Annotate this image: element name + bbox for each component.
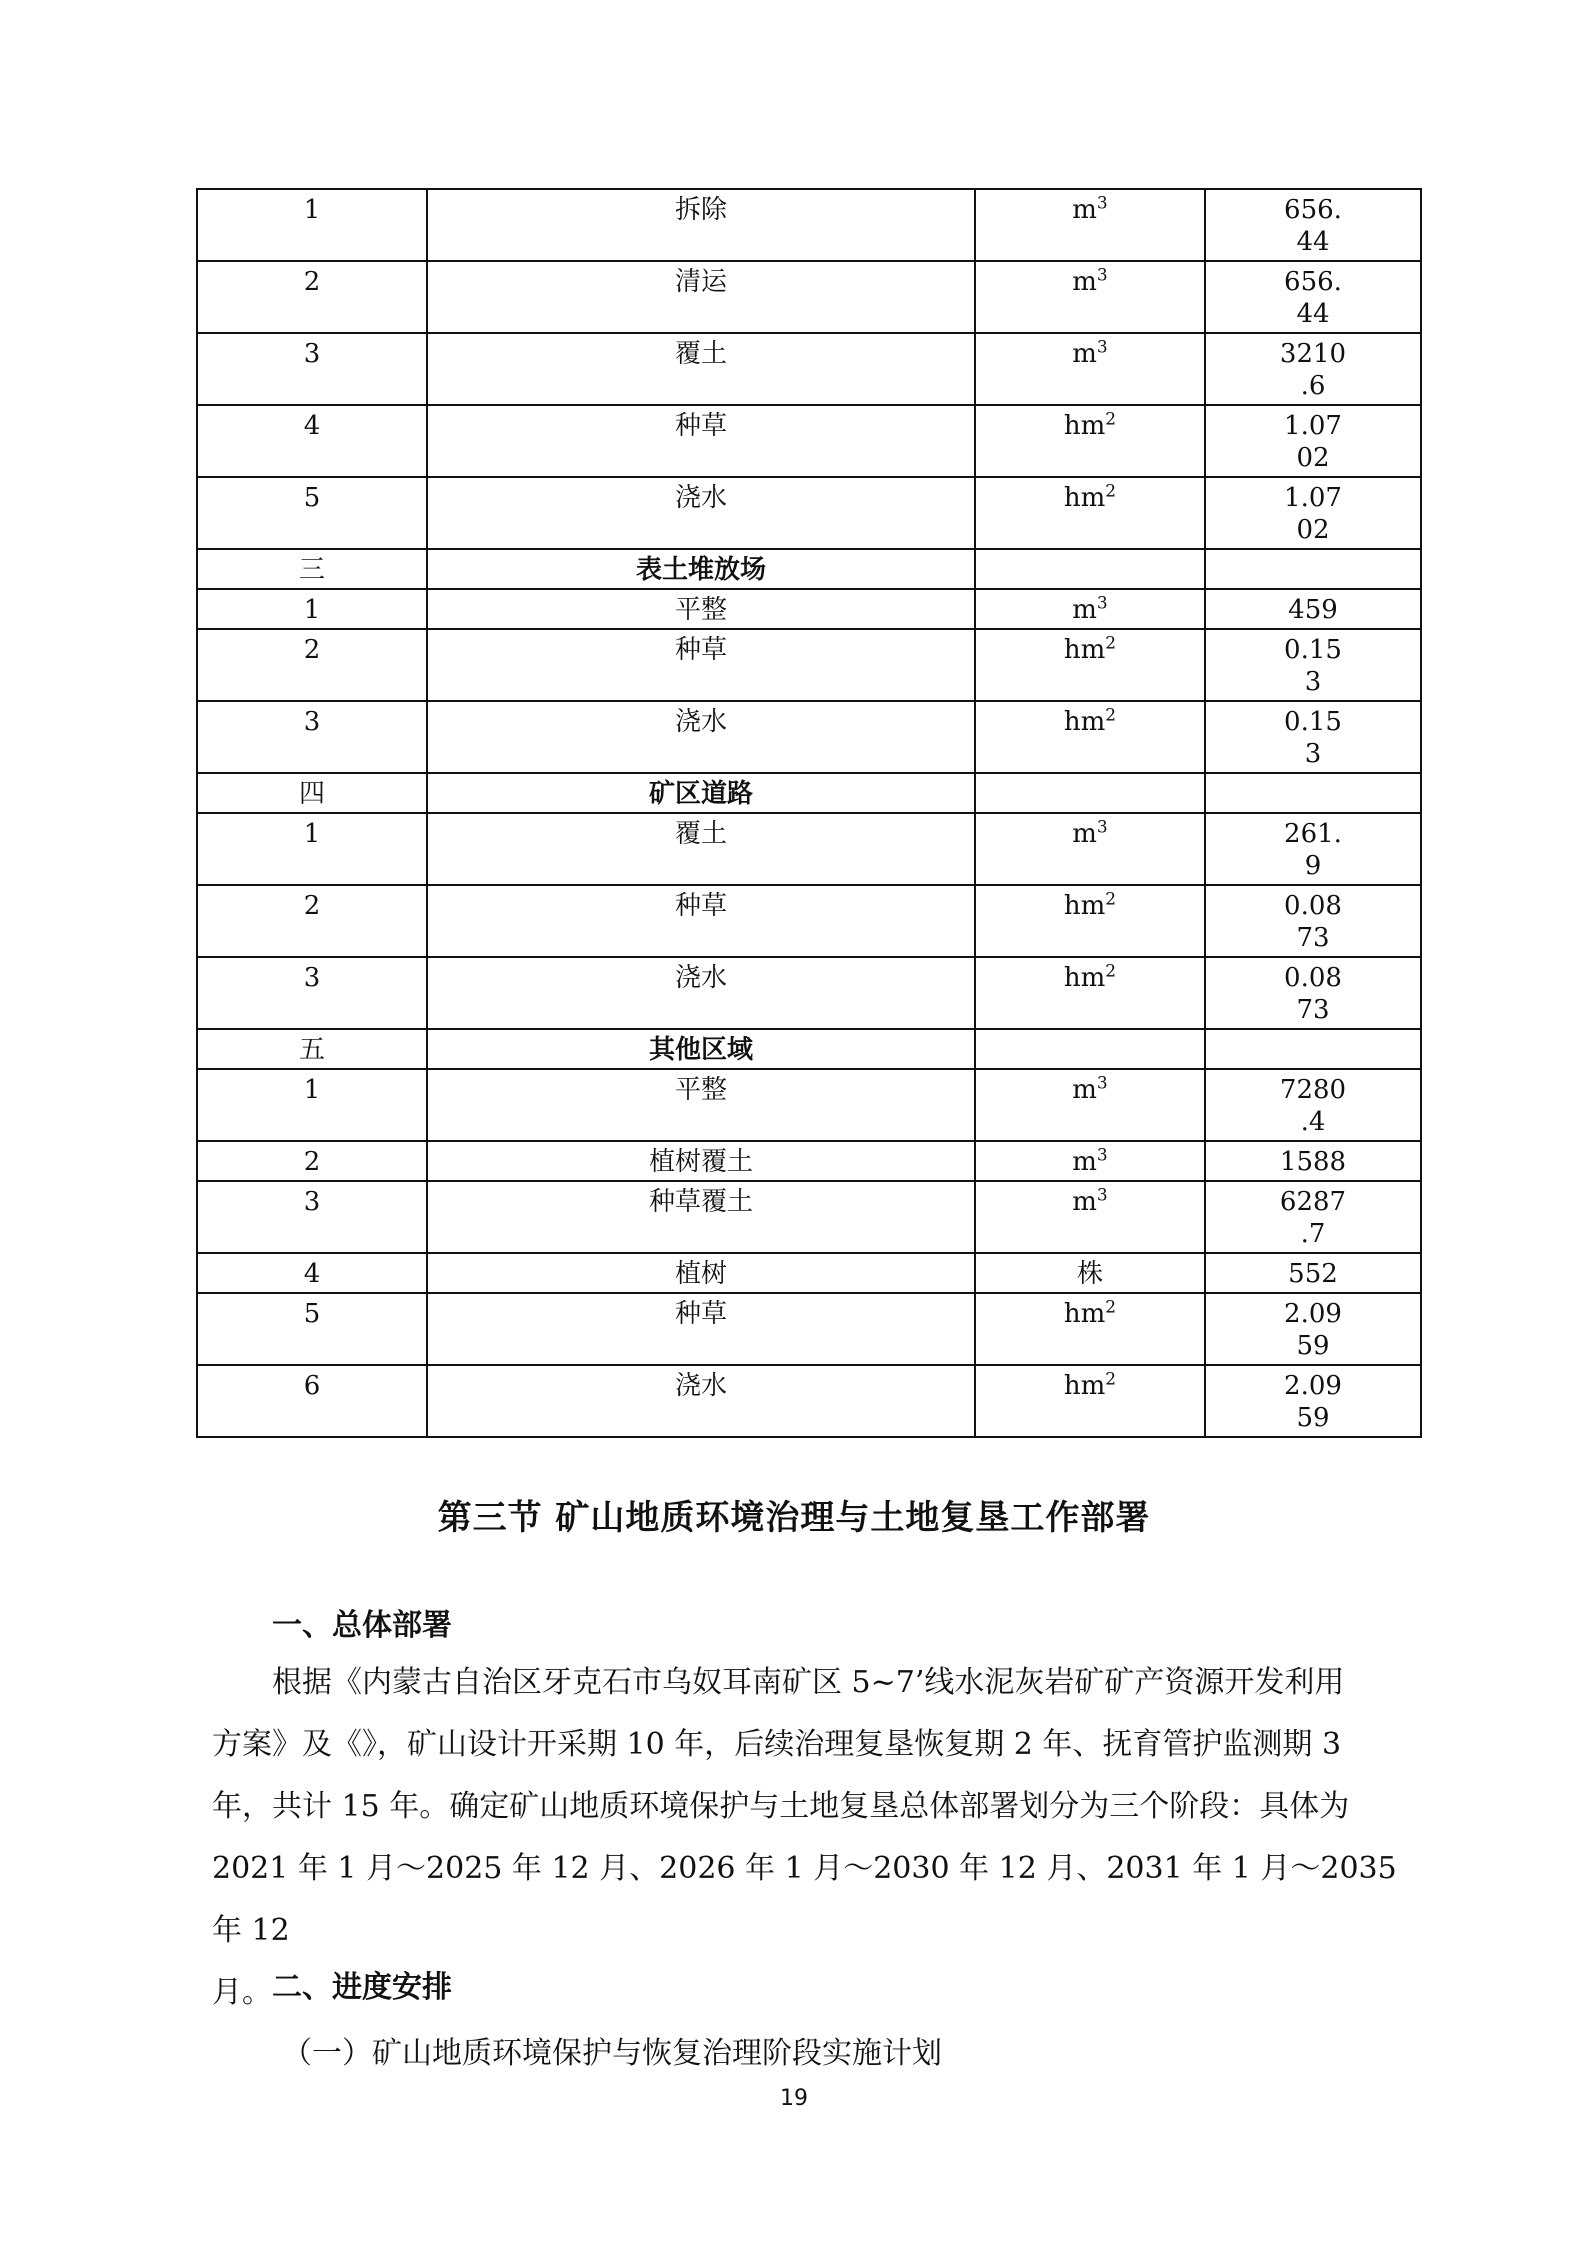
- table-row: [197, 1141, 1421, 1181]
- cell-item-name: 种草: [427, 1293, 975, 1365]
- table-row: [197, 1069, 1421, 1141]
- cell-unit: [975, 813, 1205, 885]
- amount-line: 3: [1304, 739, 1322, 769]
- table-row: [197, 477, 1421, 549]
- cell-unit: [975, 189, 1205, 261]
- cell-item-name: 浇水: [427, 477, 975, 549]
- cell-unit: [975, 701, 1205, 773]
- amount-line: .7: [1300, 1219, 1326, 1249]
- cell-amount: [1205, 1141, 1421, 1181]
- cell-number: 1: [197, 1069, 427, 1141]
- unit-exponent: 3: [1096, 1073, 1108, 1094]
- cell-number: 1: [197, 813, 427, 885]
- cell-number: 五: [197, 1029, 427, 1069]
- amount-line: 0.08: [1284, 891, 1342, 921]
- cell-number: 1: [197, 189, 427, 261]
- cell-number: 2: [197, 1141, 427, 1181]
- unit-base: hm: [1063, 483, 1106, 513]
- unit-base: hm: [1063, 411, 1106, 441]
- cell-item-name: 种草: [427, 885, 975, 957]
- amount-line: 59: [1296, 1403, 1330, 1433]
- table-row: [197, 701, 1421, 773]
- cell-unit: [975, 589, 1205, 629]
- amount-line: .6: [1300, 371, 1326, 401]
- unit-exponent: 2: [1105, 481, 1117, 502]
- cell-unit: [975, 1181, 1205, 1253]
- amount-line: 459: [1288, 595, 1338, 625]
- unit-base: m: [1072, 819, 1097, 849]
- cell-unit: [975, 773, 1205, 813]
- cell-amount: [1205, 629, 1421, 701]
- amount-line: 0.15: [1284, 635, 1342, 665]
- cell-amount: [1205, 589, 1421, 629]
- cell-amount: [1205, 701, 1421, 773]
- quantities-table-wrapper: [196, 188, 1420, 1438]
- amount-line: 7280: [1279, 1075, 1347, 1105]
- cell-item-name: 清运: [427, 261, 975, 333]
- cell-item-name: 浇水: [427, 1365, 975, 1437]
- amount-line: 1.07: [1284, 411, 1342, 441]
- cell-unit: [975, 1069, 1205, 1141]
- table-row: [197, 1181, 1421, 1253]
- cell-number: 1: [197, 589, 427, 629]
- cell-unit: [975, 1293, 1205, 1365]
- cell-number: 3: [197, 701, 427, 773]
- cell-amount: [1205, 1181, 1421, 1253]
- cell-amount: [1205, 885, 1421, 957]
- cell-amount: [1205, 813, 1421, 885]
- table-row: [197, 1365, 1421, 1437]
- amount-line: 44: [1296, 299, 1330, 329]
- cell-number: 6: [197, 1365, 427, 1437]
- cell-unit: [975, 885, 1205, 957]
- amount-line: 552: [1288, 1259, 1338, 1289]
- unit-exponent: 2: [1105, 889, 1117, 910]
- cell-unit: [975, 1141, 1205, 1181]
- cell-number: 2: [197, 885, 427, 957]
- amount-line: 44: [1296, 227, 1330, 257]
- amount-line: 261.: [1284, 819, 1342, 849]
- table-row: [197, 261, 1421, 333]
- unit-exponent: 3: [1096, 193, 1108, 214]
- cell-unit: [975, 405, 1205, 477]
- table-section-row: [197, 773, 1421, 813]
- cell-item-name: 平整: [427, 589, 975, 629]
- section-title: 第三节 矿山地质环境治理与土地复垦工作部署: [437, 1498, 1151, 1538]
- quantities-table: [196, 188, 1422, 1438]
- cell-unit: [975, 1365, 1205, 1437]
- unit-exponent: 3: [1096, 1145, 1108, 1166]
- paragraph-line: 月。: [212, 1975, 272, 2010]
- cell-amount: [1205, 1069, 1421, 1141]
- cell-item-name: 平整: [427, 1069, 975, 1141]
- subheading-implementation-plan: （一）矿山地质环境保护与恢复治理阶段实施计划: [282, 2036, 942, 2071]
- cell-amount: [1205, 1029, 1421, 1069]
- cell-item-name: 拆除: [427, 189, 975, 261]
- unit-base: m: [1072, 339, 1097, 369]
- unit-exponent: 3: [1096, 265, 1108, 286]
- table-body: [197, 189, 1421, 1437]
- amount-line: 2.09: [1284, 1371, 1342, 1401]
- heading-overall-deployment: 一、总体部署: [272, 1608, 452, 1643]
- heading-schedule: 二、进度安排: [272, 1970, 452, 2005]
- unit-base: hm: [1063, 1299, 1106, 1329]
- cell-number: 三: [197, 549, 427, 589]
- cell-unit: [975, 261, 1205, 333]
- cell-amount: [1205, 957, 1421, 1029]
- cell-amount: [1205, 405, 1421, 477]
- unit-exponent: 2: [1105, 1369, 1117, 1390]
- cell-number: 4: [197, 405, 427, 477]
- cell-section-name: 表土堆放场: [427, 549, 975, 589]
- paragraph-line: 方案》及《》，矿山设计开采期 10 年，后续治理复垦恢复期 2 年、抚育管护监测期 3: [212, 1727, 1342, 1762]
- unit-exponent: 2: [1105, 1297, 1117, 1318]
- cell-section-name: 矿区道路: [427, 773, 975, 813]
- cell-number: 四: [197, 773, 427, 813]
- cell-item-name: 种草: [427, 405, 975, 477]
- table-row: [197, 1253, 1421, 1293]
- unit-base: hm: [1063, 707, 1106, 737]
- paragraph-line: 年，共计 15 年。确定矿山地质环境保护与土地复垦总体部署划分为三个阶段：具体为: [212, 1789, 1350, 1824]
- unit-exponent: 3: [1096, 1185, 1108, 1206]
- unit-base: m: [1072, 595, 1097, 625]
- cell-unit: [975, 1029, 1205, 1069]
- amount-line: 1588: [1279, 1147, 1347, 1177]
- unit-base: hm: [1063, 963, 1106, 993]
- table-section-row: [197, 549, 1421, 589]
- unit-base: hm: [1063, 1371, 1106, 1401]
- cell-item-name: 覆土: [427, 813, 975, 885]
- page-number: 19: [780, 2086, 808, 2111]
- unit-base: m: [1072, 267, 1097, 297]
- table-row: [197, 813, 1421, 885]
- amount-line: 2.09: [1284, 1299, 1342, 1329]
- cell-amount: [1205, 773, 1421, 813]
- amount-line: 6287: [1279, 1187, 1347, 1217]
- cell-number: 5: [197, 477, 427, 549]
- cell-number: 2: [197, 629, 427, 701]
- amount-line: 656.: [1284, 267, 1342, 297]
- cell-unit: [975, 333, 1205, 405]
- paragraph-line: 2021 年 1 月～2025 年 12 月、2026 年 1 月～2030 年 12 月、2031 年 1 月～2035 年 12: [212, 1851, 1397, 1948]
- table-row: [197, 885, 1421, 957]
- cell-number: 3: [197, 333, 427, 405]
- amount-line: 9: [1304, 851, 1322, 881]
- paragraph-line: 根据《内蒙古自治区牙克石市乌奴耳南矿区 5~7’线水泥灰岩矿矿产资源开发利用: [272, 1665, 1345, 1700]
- cell-unit: [975, 549, 1205, 589]
- amount-line: 656.: [1284, 195, 1342, 225]
- cell-item-name: 浇水: [427, 701, 975, 773]
- cell-amount: [1205, 1293, 1421, 1365]
- amount-line: 3210: [1279, 339, 1347, 369]
- cell-amount: [1205, 477, 1421, 549]
- unit-base: m: [1072, 1075, 1097, 1105]
- cell-number: 5: [197, 1293, 427, 1365]
- amount-line: 0.08: [1284, 963, 1342, 993]
- amount-line: 73: [1296, 995, 1330, 1025]
- cell-unit: [975, 477, 1205, 549]
- cell-number: 3: [197, 957, 427, 1029]
- cell-unit: [975, 629, 1205, 701]
- table-row: [197, 1293, 1421, 1365]
- cell-amount: [1205, 333, 1421, 405]
- cell-amount: [1205, 549, 1421, 589]
- amount-line: 0.15: [1284, 707, 1342, 737]
- amount-line: .4: [1300, 1107, 1326, 1137]
- unit-exponent: 2: [1105, 409, 1117, 430]
- unit-exponent: 3: [1096, 593, 1108, 614]
- table-row: [197, 189, 1421, 261]
- cell-item-name: 浇水: [427, 957, 975, 1029]
- table-row: [197, 629, 1421, 701]
- unit-exponent: 2: [1105, 705, 1117, 726]
- cell-item-name: 种草覆土: [427, 1181, 975, 1253]
- amount-line: 73: [1296, 923, 1330, 953]
- unit-base: hm: [1063, 891, 1106, 921]
- amount-line: 02: [1296, 443, 1330, 473]
- cell-item-name: 植树: [427, 1253, 975, 1293]
- unit-base: m: [1072, 195, 1097, 225]
- unit-base: 株: [1076, 1259, 1103, 1289]
- table-row: [197, 957, 1421, 1029]
- cell-number: 2: [197, 261, 427, 333]
- table-row: [197, 405, 1421, 477]
- cell-unit: [975, 957, 1205, 1029]
- amount-line: 59: [1296, 1331, 1330, 1361]
- amount-line: 02: [1296, 515, 1330, 545]
- cell-amount: [1205, 1253, 1421, 1293]
- unit-exponent: 3: [1096, 817, 1108, 838]
- amount-line: 1.07: [1284, 483, 1342, 513]
- cell-section-name: 其他区域: [427, 1029, 975, 1069]
- cell-amount: [1205, 189, 1421, 261]
- unit-exponent: 2: [1105, 633, 1117, 654]
- cell-item-name: 覆土: [427, 333, 975, 405]
- unit-exponent: 2: [1105, 961, 1117, 982]
- cell-number: 3: [197, 1181, 427, 1253]
- cell-number: 4: [197, 1253, 427, 1293]
- cell-item-name: 种草: [427, 629, 975, 701]
- amount-line: 3: [1304, 667, 1322, 697]
- cell-amount: [1205, 1365, 1421, 1437]
- unit-base: m: [1072, 1147, 1097, 1177]
- cell-unit: [975, 1253, 1205, 1293]
- cell-amount: [1205, 261, 1421, 333]
- unit-exponent: 3: [1096, 337, 1108, 358]
- cell-item-name: 植树覆土: [427, 1141, 975, 1181]
- table-row: [197, 589, 1421, 629]
- table-row: [197, 333, 1421, 405]
- unit-base: hm: [1063, 635, 1106, 665]
- table-section-row: [197, 1029, 1421, 1069]
- unit-base: m: [1072, 1187, 1097, 1217]
